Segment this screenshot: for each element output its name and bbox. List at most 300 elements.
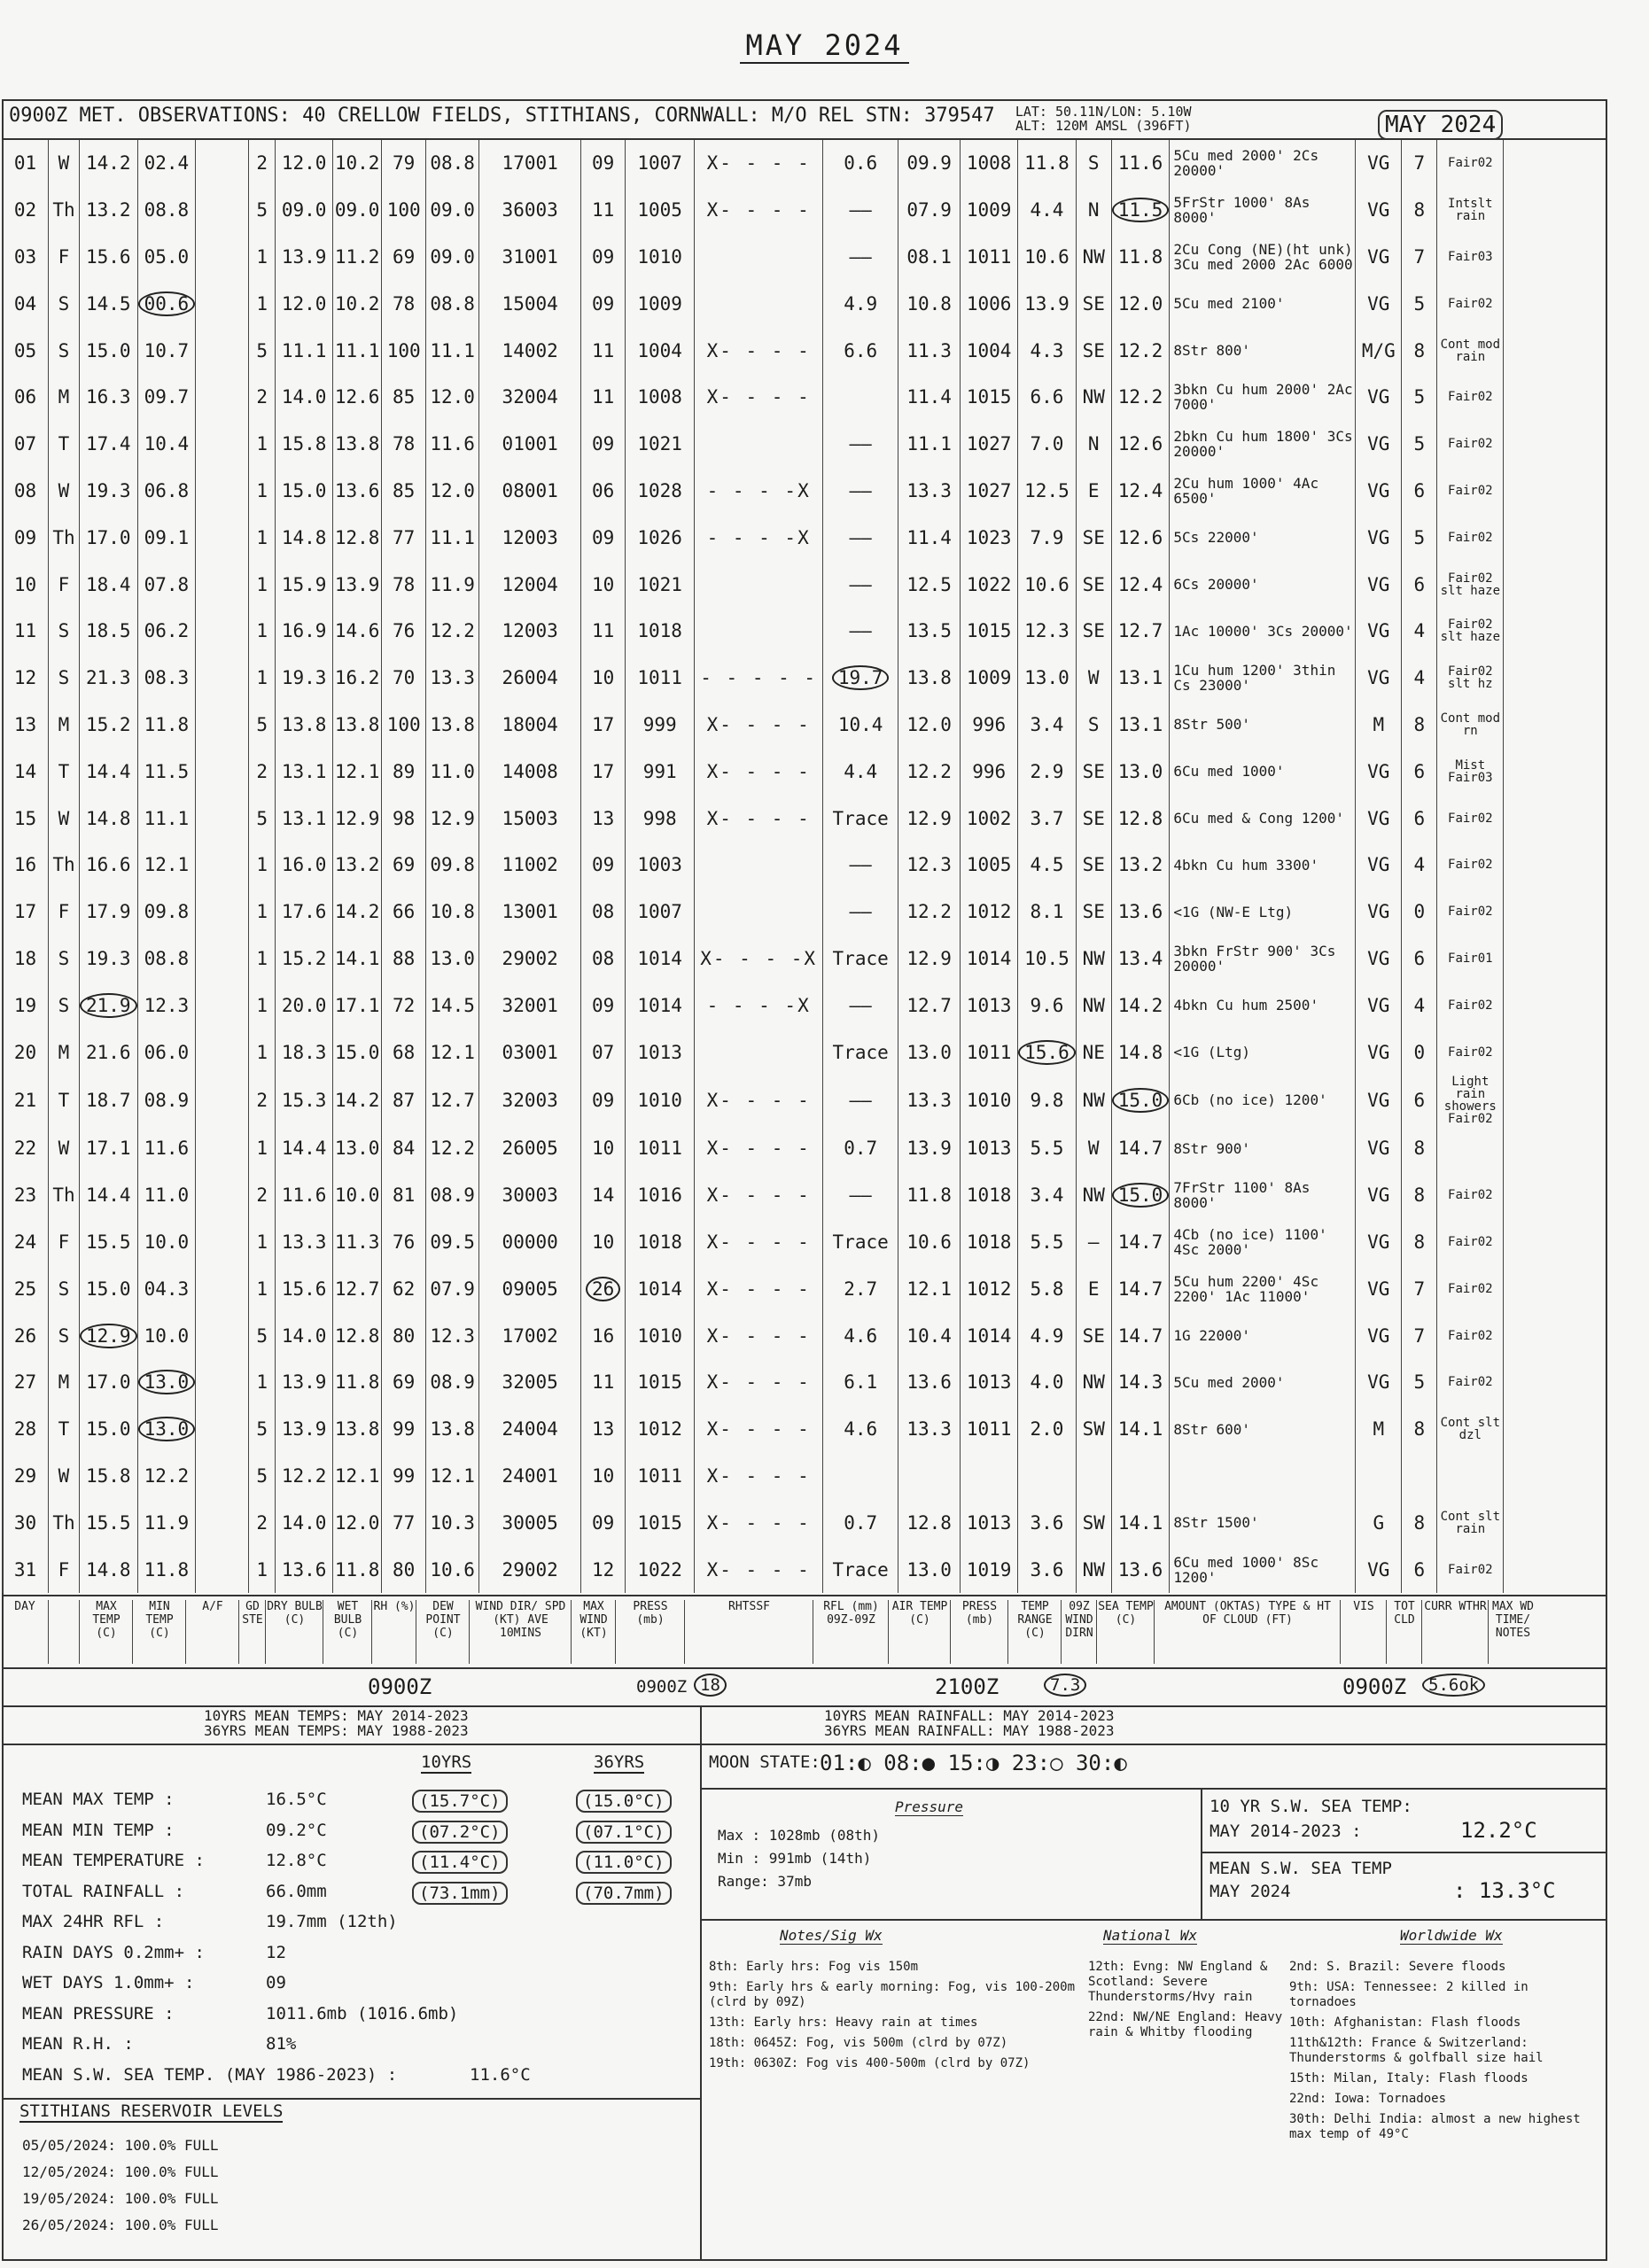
value-min: 11.0 [144, 1184, 190, 1207]
cell-maxw [581, 561, 626, 608]
value-gs: 1 [256, 245, 268, 268]
cell-rfl [823, 234, 898, 281]
cell-dry [276, 842, 333, 889]
value-wet: 11.1 [334, 339, 380, 361]
cell-pres [626, 1076, 695, 1125]
notes-top-line [702, 1919, 1607, 1921]
cell-trng [1018, 1359, 1077, 1406]
cell-wdir [1076, 1029, 1111, 1076]
means-val: 19.7mm (12th) [266, 1912, 398, 1931]
cell-vis [1356, 187, 1402, 234]
moon-bottom-line [702, 1788, 1607, 1790]
cell-air [898, 1453, 961, 1500]
value-pres21: 1012 [966, 1278, 1012, 1300]
cell-dp [426, 1125, 479, 1172]
column-header: RFL (mm) 09Z-09Z [813, 1600, 889, 1664]
cell-dow [49, 842, 80, 889]
cell-max [80, 374, 138, 421]
value-dow: W [58, 807, 70, 829]
moon-label: MOON STATE: [709, 1752, 821, 1772]
value-sea: 12.7 [1117, 620, 1163, 642]
cell-wx [1437, 1219, 1504, 1266]
value-dry: 11.1 [281, 339, 327, 361]
cell-notes [1504, 842, 1552, 889]
cell-sea [1111, 280, 1170, 327]
cell-rht [695, 1076, 823, 1125]
cell-notes [1504, 327, 1552, 374]
cell-day [3, 1029, 49, 1076]
value-cloud: 2Cu hum 1000' 4Ac 6500' [1173, 474, 1319, 507]
cell-cloud [1170, 421, 1356, 468]
cell-tot [1402, 936, 1437, 983]
cell-rh [382, 1125, 426, 1172]
value-maxw: 10 [592, 573, 615, 595]
value-day: 04 [13, 292, 37, 315]
value-pres21: 1012 [966, 901, 1012, 923]
observation-row [3, 936, 1552, 983]
value-vis: VG [1367, 1041, 1390, 1063]
cell-notes [1504, 702, 1552, 749]
cell-sea [1111, 748, 1170, 795]
value-rht: X- - - - [706, 1418, 811, 1441]
cell-dow [49, 748, 80, 795]
cell-trng [1018, 374, 1077, 421]
cell-rh [382, 936, 426, 983]
value-rht: X- - - - [706, 1511, 811, 1534]
cell-min [137, 1453, 196, 1500]
cell-pres [626, 1312, 695, 1359]
cell-dow [49, 702, 80, 749]
cell-max [80, 748, 138, 795]
value-pres21: 1018 [966, 1184, 1012, 1207]
value-vis: M/G [1361, 339, 1396, 361]
cell-wdir [1076, 889, 1111, 936]
cell-wdir [1076, 608, 1111, 655]
value-air: 12.1 [906, 1278, 952, 1300]
value-pres21: 1013 [966, 1371, 1012, 1394]
cell-trng [1018, 234, 1077, 281]
cell-cloud [1170, 1076, 1356, 1125]
value-pres: 1011 [637, 667, 682, 689]
cell-wdir [1076, 1125, 1111, 1172]
value-sea: 12.8 [1117, 807, 1163, 829]
cell-sea [1111, 795, 1170, 842]
column-header: VIS [1340, 1600, 1387, 1664]
cell-maxw [581, 1359, 626, 1406]
cell-rh [382, 1172, 426, 1219]
cell-sea [1111, 1546, 1170, 1593]
cell-notes [1504, 1546, 1552, 1593]
cell-af [196, 608, 249, 655]
value-max: 17.0 [86, 1371, 131, 1394]
value-rh: 85 [393, 386, 416, 408]
cell-dow [49, 936, 80, 983]
value-maxw: 12 [592, 1558, 615, 1581]
value-trng: 7.0 [1030, 433, 1064, 455]
value-dp: 10.8 [430, 901, 475, 923]
value-gs: 5 [256, 1464, 268, 1487]
cell-pres21 [961, 1265, 1018, 1312]
cell-pres [626, 608, 695, 655]
value-maxw: 11 [592, 199, 615, 221]
value-tot: 5 [1413, 526, 1426, 548]
cell-wet [333, 608, 382, 655]
cell-dry [276, 234, 333, 281]
value-gs: 5 [256, 199, 268, 221]
column-header: TOT CLD [1386, 1600, 1422, 1664]
cell-dow [49, 140, 80, 187]
value-sea: 13.1 [1117, 713, 1163, 735]
cell-pres21 [961, 140, 1018, 187]
value-max: 14.4 [86, 760, 131, 782]
value-wet: 14.1 [334, 947, 380, 969]
cell-tot [1402, 1359, 1437, 1406]
sea10-value: 12.2°C [1460, 1818, 1537, 1843]
seamean-label: MEAN S.W. SEA TEMP [1210, 1859, 1392, 1878]
value-pres: 1008 [637, 386, 682, 408]
cell-rh [382, 280, 426, 327]
value-pres21: 1010 [966, 1089, 1012, 1111]
value-trng: 10.5 [1024, 947, 1070, 969]
value-wet: 13.2 [334, 854, 380, 876]
cell-tot [1402, 1453, 1437, 1500]
value-min: 08.9 [144, 1089, 190, 1111]
cell-wdir [1076, 1076, 1111, 1125]
means-val: 09 [266, 1973, 286, 1992]
cell-sea [1111, 234, 1170, 281]
value-day: 20 [13, 1041, 37, 1063]
value-day: 11 [13, 620, 37, 642]
cell-sea [1111, 608, 1170, 655]
means-label: TOTAL RAINFALL : [22, 1881, 185, 1901]
cell-gs [249, 514, 276, 561]
cell-wind [479, 421, 581, 468]
value-pres21: 1011 [966, 1418, 1012, 1441]
value-wx: Fair02 [1448, 811, 1493, 826]
cell-notes [1504, 608, 1552, 655]
value-rht: X- - - - [706, 1558, 811, 1581]
value-tot: 5 [1413, 433, 1426, 455]
column-header: SEA TEMP (C) [1096, 1600, 1155, 1664]
cell-rh [382, 1499, 426, 1546]
column-header: AMOUNT (OKTAS) TYPE & HT OF CLOUD (FT) [1154, 1600, 1341, 1664]
value-rfl: 19.7 [832, 665, 890, 690]
value-day: 23 [13, 1184, 37, 1207]
value-sea: 14.2 [1117, 994, 1163, 1016]
value-max: 15.8 [86, 1464, 131, 1487]
value-wet: 13.0 [334, 1138, 380, 1160]
cell-day [3, 234, 49, 281]
cell-af [196, 889, 249, 936]
value-min: 13.0 [138, 1370, 196, 1394]
value-tot: 6 [1413, 573, 1426, 595]
cell-af [196, 936, 249, 983]
value-dry: 13.3 [281, 1231, 327, 1253]
cell-gs [249, 1029, 276, 1076]
value-rht: X- - - - [706, 1231, 811, 1253]
value-dry: 14.4 [281, 1138, 327, 1160]
cell-air [898, 374, 961, 421]
value-vis: VG [1367, 292, 1390, 315]
cell-cloud [1170, 140, 1356, 187]
column-header [48, 1600, 80, 1664]
cell-wet [333, 280, 382, 327]
value-wx: Fair02 [1448, 1188, 1493, 1203]
value-pres21: 1006 [966, 292, 1012, 315]
value-maxw: 11 [592, 386, 615, 408]
cell-rh [382, 889, 426, 936]
value-dp: 08.9 [430, 1184, 475, 1207]
value-vis: VG [1367, 386, 1390, 408]
observation-row [3, 374, 1552, 421]
value-tot: 4 [1413, 620, 1426, 642]
cell-sea [1111, 655, 1170, 702]
value-min: 08.8 [144, 947, 190, 969]
cell-maxw [581, 1406, 626, 1453]
cell-air [898, 1076, 961, 1125]
value-wdir: E [1087, 1278, 1100, 1300]
cell-notes [1504, 140, 1552, 187]
value-max: 14.8 [86, 1558, 131, 1581]
cell-trng [1018, 608, 1077, 655]
value-trng: 3.4 [1030, 713, 1064, 735]
value-rh: 80 [393, 1324, 416, 1347]
cell-gs [249, 936, 276, 983]
value-day: 15 [13, 807, 37, 829]
station-latlon: LAT: 50.11N/LON: 5.10W [1015, 104, 1192, 120]
cell-rfl [823, 1546, 898, 1593]
value-trng: 10.6 [1024, 573, 1070, 595]
value-dry: 13.9 [281, 245, 327, 268]
cell-rfl [823, 889, 898, 936]
value-gs: 5 [256, 1418, 268, 1441]
value-gs: 1 [256, 901, 268, 923]
column-header: WIND DIR/ SPD (KT) AVE 10MINS [469, 1600, 572, 1664]
cell-max [80, 280, 138, 327]
reservoir-top-line [2, 2098, 702, 2100]
value-air: 12.9 [906, 947, 952, 969]
column-header: MAX WD TIME/ NOTES [1488, 1600, 1537, 1664]
cell-maxw [581, 514, 626, 561]
cell-pres [626, 655, 695, 702]
cell-dp [426, 1172, 479, 1219]
value-air: 07.9 [906, 199, 952, 221]
cell-rh [382, 842, 426, 889]
value-maxw: 11 [592, 339, 615, 361]
cell-trng [1018, 1029, 1077, 1076]
value-pres21: 1015 [966, 386, 1012, 408]
cell-tot [1402, 327, 1437, 374]
cell-notes [1504, 1406, 1552, 1453]
cell-vis [1356, 280, 1402, 327]
value-cloud: <1G (Ltg) [1173, 1044, 1251, 1061]
cell-vis [1356, 1406, 1402, 1453]
cell-tot [1402, 468, 1437, 515]
cell-wet [333, 561, 382, 608]
cell-cloud [1170, 1125, 1356, 1172]
value-trng: 2.0 [1030, 1418, 1064, 1441]
value-min: 06.2 [144, 620, 190, 642]
cell-air [898, 1219, 961, 1266]
means-label: MEAN MIN TEMP : [22, 1820, 175, 1840]
value-maxw: 08 [592, 901, 615, 923]
value-dow: Th [52, 1511, 75, 1534]
cell-rht [695, 421, 823, 468]
cell-vis [1356, 702, 1402, 749]
cell-cloud [1170, 187, 1356, 234]
value-vis: VG [1367, 901, 1390, 923]
value-cloud: 5Cs 22000' [1173, 529, 1259, 547]
value-day: 14 [13, 760, 37, 782]
value-day: 01 [13, 152, 37, 175]
cell-wet [333, 1499, 382, 1546]
value-day: 17 [13, 901, 37, 923]
cell-air [898, 421, 961, 468]
value-day: 25 [13, 1278, 37, 1300]
value-dow: F [58, 245, 70, 268]
value-rfl: 0.7 [844, 1138, 878, 1160]
cell-notes [1504, 468, 1552, 515]
column-header: CURR WTHR [1421, 1600, 1489, 1664]
cell-wind [479, 468, 581, 515]
cell-dp [426, 561, 479, 608]
value-dp: 12.1 [430, 1464, 475, 1487]
cell-cloud [1170, 561, 1356, 608]
cell-wet [333, 468, 382, 515]
cell-min [137, 561, 196, 608]
cell-pres [626, 1406, 695, 1453]
cell-max [80, 842, 138, 889]
cell-pres21 [961, 1499, 1018, 1546]
value-max: 18.7 [86, 1089, 131, 1111]
observation-row [3, 1406, 1552, 1453]
value-day: 19 [13, 994, 37, 1016]
value-day: 22 [13, 1138, 37, 1160]
value-wx: Fair03 [1448, 249, 1493, 264]
cell-wdir [1076, 795, 1111, 842]
cell-air [898, 234, 961, 281]
value-dp: 09.8 [430, 854, 475, 876]
value-trng: 4.4 [1030, 199, 1064, 221]
value-sea: 14.7 [1117, 1278, 1163, 1300]
cell-wdir [1076, 936, 1111, 983]
cell-rh [382, 561, 426, 608]
cell-dry [276, 889, 333, 936]
means-y36: (11.0°C) [576, 1851, 672, 1874]
value-sea: 13.1 [1117, 667, 1163, 689]
value-gs: 1 [256, 1278, 268, 1300]
value-min: 02.4 [144, 152, 190, 175]
cell-max [80, 1453, 138, 1500]
cell-wdir [1076, 374, 1111, 421]
col-10yrs: 10YRS [421, 1752, 472, 1772]
value-air: 12.3 [906, 854, 952, 876]
cell-rfl [823, 1172, 898, 1219]
cell-sea [1111, 889, 1170, 936]
sig-wx-note: 18th: 0645Z: Fog, vis 500m (clrd by 07Z) [709, 2036, 1008, 2050]
cell-rht [695, 187, 823, 234]
world-wx-note: 15th: Milan, Italy: Flash floods [1289, 2071, 1528, 2085]
value-rfl: —— [849, 245, 872, 268]
means-label: MAX 24HR RFL : [22, 1912, 165, 1931]
cell-trng [1018, 327, 1077, 374]
pressure-line: Max : 1028mb (08th) [718, 1827, 881, 1844]
value-rht: X- - - - [706, 1278, 811, 1300]
cell-trng [1018, 842, 1077, 889]
value-rht: X- - - - [706, 1138, 811, 1160]
cell-rh [382, 1029, 426, 1076]
cell-vis [1356, 1359, 1402, 1406]
means-y10: (15.7°C) [412, 1790, 508, 1813]
cell-maxw [581, 327, 626, 374]
value-max: 13.2 [86, 199, 131, 221]
value-wind: 15003 [502, 807, 558, 829]
value-wet: 14.2 [334, 901, 380, 923]
cell-af [196, 1125, 249, 1172]
value-maxw: 17 [592, 760, 615, 782]
cell-sea [1111, 1076, 1170, 1125]
cell-min [137, 1499, 196, 1546]
means-val: 16.5°C [266, 1790, 327, 1809]
cell-vis [1356, 1265, 1402, 1312]
value-maxw: 10 [592, 1138, 615, 1160]
cell-af [196, 1453, 249, 1500]
column-header: DEW POINT (C) [416, 1600, 470, 1664]
cell-min [137, 1029, 196, 1076]
cell-wx [1437, 655, 1504, 702]
cell-maxw [581, 280, 626, 327]
value-tot: 8 [1413, 713, 1426, 735]
cell-day [3, 655, 49, 702]
cell-dow [49, 327, 80, 374]
cell-rh [382, 374, 426, 421]
cell-gs [249, 1172, 276, 1219]
value-tot: 5 [1413, 386, 1426, 408]
value-rfl: 4.6 [844, 1418, 878, 1441]
cell-wet [333, 374, 382, 421]
value-dp: 12.9 [430, 807, 475, 829]
value-rht: X- - - - [706, 339, 811, 361]
value-rht: X- - - - [706, 1371, 811, 1394]
cell-af [196, 280, 249, 327]
cell-max [80, 421, 138, 468]
value-air: 12.8 [906, 1511, 952, 1534]
cell-pres21 [961, 1076, 1018, 1125]
page-title-text: MAY 2024 [740, 28, 908, 64]
value-gs: 2 [256, 1089, 268, 1111]
cell-dry [276, 514, 333, 561]
sig-wx-note: 13th: Early hrs: Heavy rain at times [709, 2016, 978, 2030]
cell-rh [382, 982, 426, 1029]
cell-wx [1437, 1265, 1504, 1312]
cell-cloud [1170, 889, 1356, 936]
value-air: 12.2 [906, 901, 952, 923]
value-wind: 11002 [502, 854, 558, 876]
cell-pres21 [961, 1359, 1018, 1406]
cell-af [196, 234, 249, 281]
value-min: 00.6 [138, 291, 196, 316]
cell-notes [1504, 889, 1552, 936]
value-rfl: —— [849, 901, 872, 923]
cell-day [3, 702, 49, 749]
cell-af [196, 421, 249, 468]
value-trng: 4.0 [1030, 1371, 1064, 1394]
value-pres: 998 [642, 807, 677, 829]
rain-period-notes [824, 1708, 1115, 1738]
value-rfl: 6.6 [844, 339, 878, 361]
value-wet: 10.2 [334, 292, 380, 315]
cell-dry [276, 1406, 333, 1453]
